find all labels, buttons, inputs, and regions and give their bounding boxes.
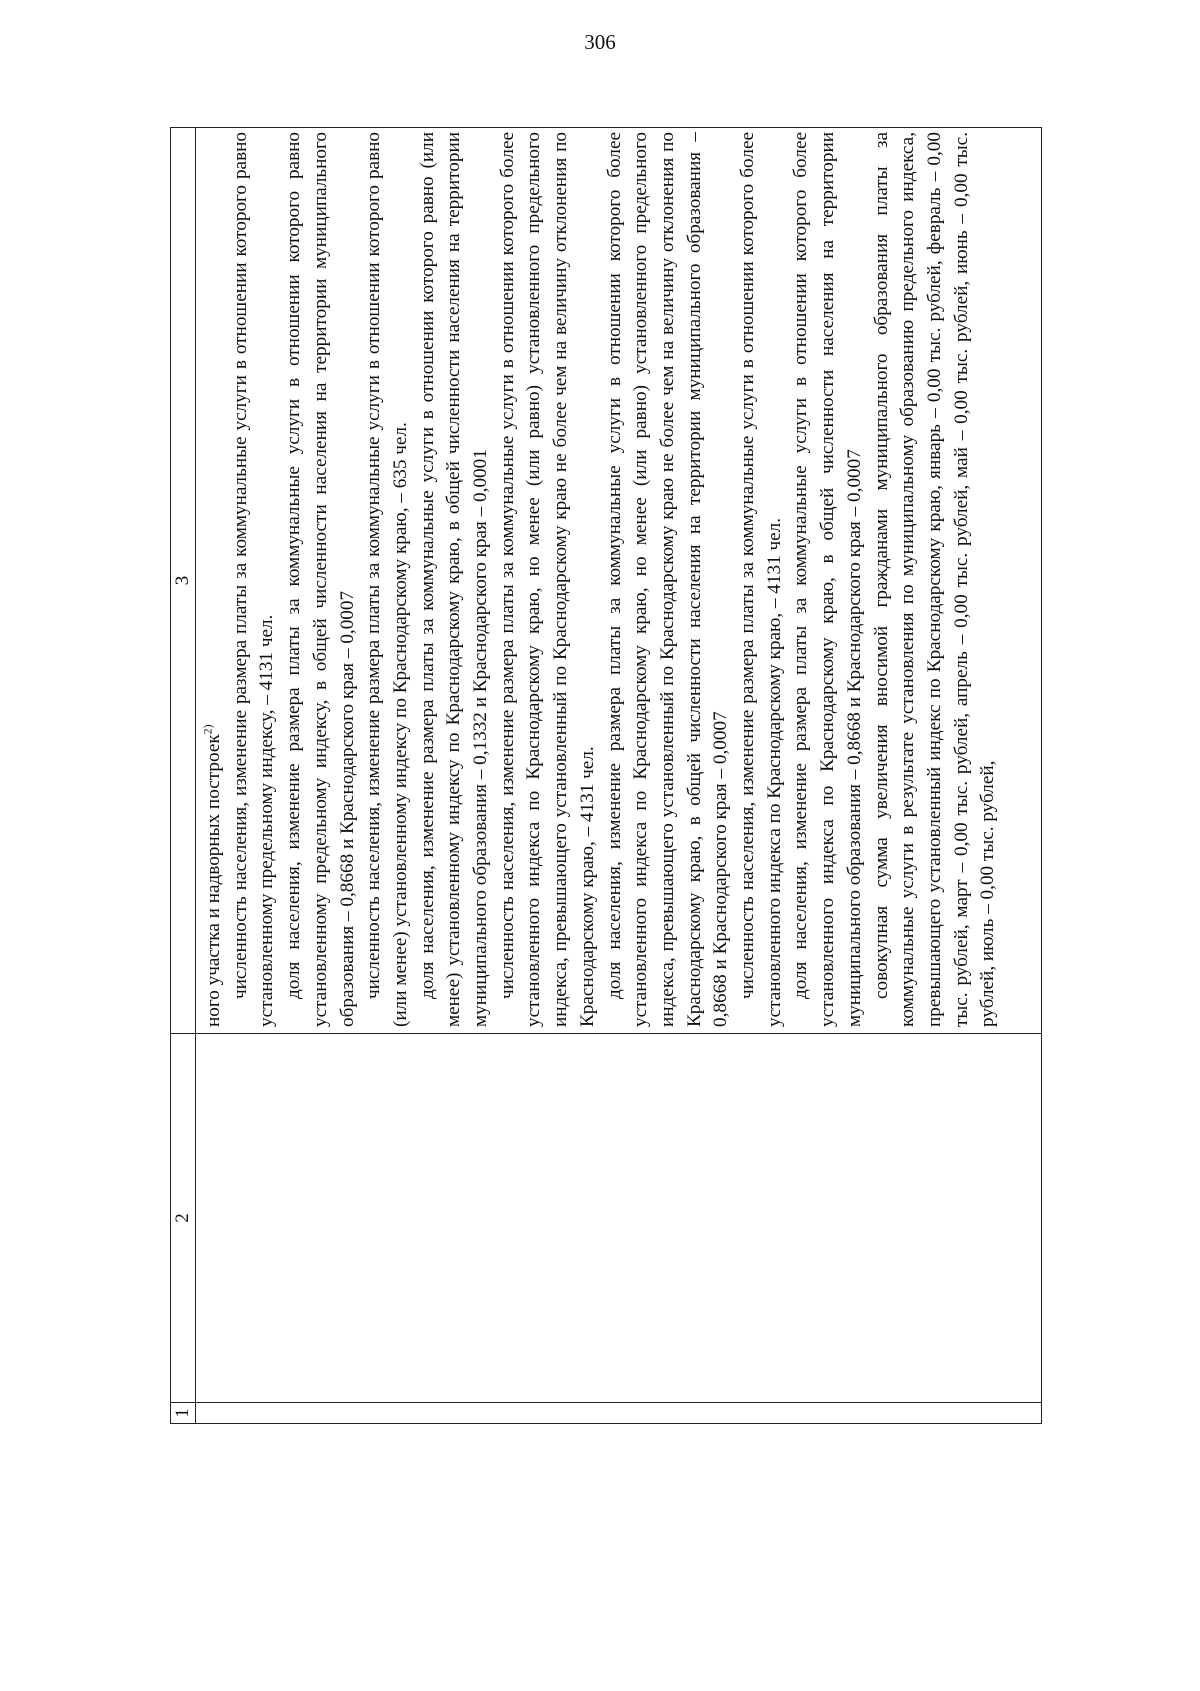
paragraph-1: численность населения, изменение размера платы за коммунальные услуги в отношении которого равно установленному предельному индексу, – 4131 чел. — [229, 132, 278, 1027]
table-cell-col2 — [196, 1034, 1042, 1403]
paragraph-3: численность населения, изменение размера платы за коммунальные услуги в отношении которого равно (или менее) установленному индексу по Краснодарскому краю, – 635 чел. — [363, 132, 411, 1027]
paragraph-0: ного участка и надворных построек$^{2)}$ — [200, 724, 224, 1027]
paragraph-8: доля населения, изменение размера платы за коммунальные услуги в отношении которого более установленного индекса по Краснодарскому краю, в общей численности населения на территории муниципального образования – 0,8668 и Краснодарского края – 0,0007 — [790, 132, 865, 1027]
paragraph-2: доля населения, изменение размера платы за коммунальные услуги в отношении которого равно установленному предельному индексу, в общей численности населения на территории муниципального образования – 0,8668 и Краснодарского края – 0,0007 — [283, 132, 358, 1027]
paragraph-9: совокупная сумма увеличения вносимой гражданами муниципального образования платы за коммунальные услуги в результате установления по муниципальному образованию предельного индекса, превышающего установленный индекс по Краснодарскому краю, январь – 0,00 тыс. рублей, февраль – 0,00 тыс. рублей, март – 0,00 тыс. рублей, апрель – 0,00 тыс. рублей, май – 0,00 тыс. рублей, июнь – 0,00 тыс. рублей, июль – 0,00 тыс. рублей, — [870, 132, 999, 1027]
column-header-3: 3 — [171, 128, 196, 1034]
column-header-1: 1 — [171, 1403, 196, 1424]
column-header-2: 2 — [171, 1034, 196, 1403]
column3-text — [196, 128, 1037, 1033]
data-table — [170, 127, 1042, 1424]
paragraph-7: численность населения, изменение размера платы за коммунальные услуги в отношении которого более установленного индекса по Краснодарскому краю, – 4131 чел. — [737, 132, 785, 1027]
table-cell-col1 — [196, 1403, 1042, 1424]
table-row — [196, 128, 1042, 1424]
paragraph-4: доля населения, изменение размера платы за коммунальные услуги в отношении которого равно (или менее) установленному индексу по Краснодарскому краю, в общей численности населения на территории муниципального образования – 0,1332 и Краснодарского края – 0,0001 — [416, 132, 492, 1027]
rotated-table-content — [170, 127, 1042, 1424]
rotated-table-container — [170, 127, 1042, 1424]
paragraph-6: доля населения, изменение размера платы за коммунальные услуги в отношении которого более установленного индекса по Краснодарскому краю, но менее (или равно) установленного предельного индекса, превышающего установленный по Краснодарскому краю не более чем на величину отклонения по Краснодарскому краю, в общей численности населения на территории муниципального образования – 0,8668 и Краснодарского края – 0,0007 — [603, 132, 732, 1027]
footnote-marker: 2) — [200, 724, 215, 735]
table-cell-col3 — [196, 128, 1042, 1034]
table-header-row — [171, 128, 196, 1424]
paragraph-5: численность населения, изменение размера платы за коммунальные услуги в отношении которого более установленного индекса по Краснодарскому краю, но менее (или равно) установленного предельного индекса, превышающего установленный по Краснодарскому краю не более чем на величину отклонения по Краснодарскому краю, – 4131 чел. — [496, 132, 598, 1027]
page-number: 306 — [584, 30, 616, 54]
